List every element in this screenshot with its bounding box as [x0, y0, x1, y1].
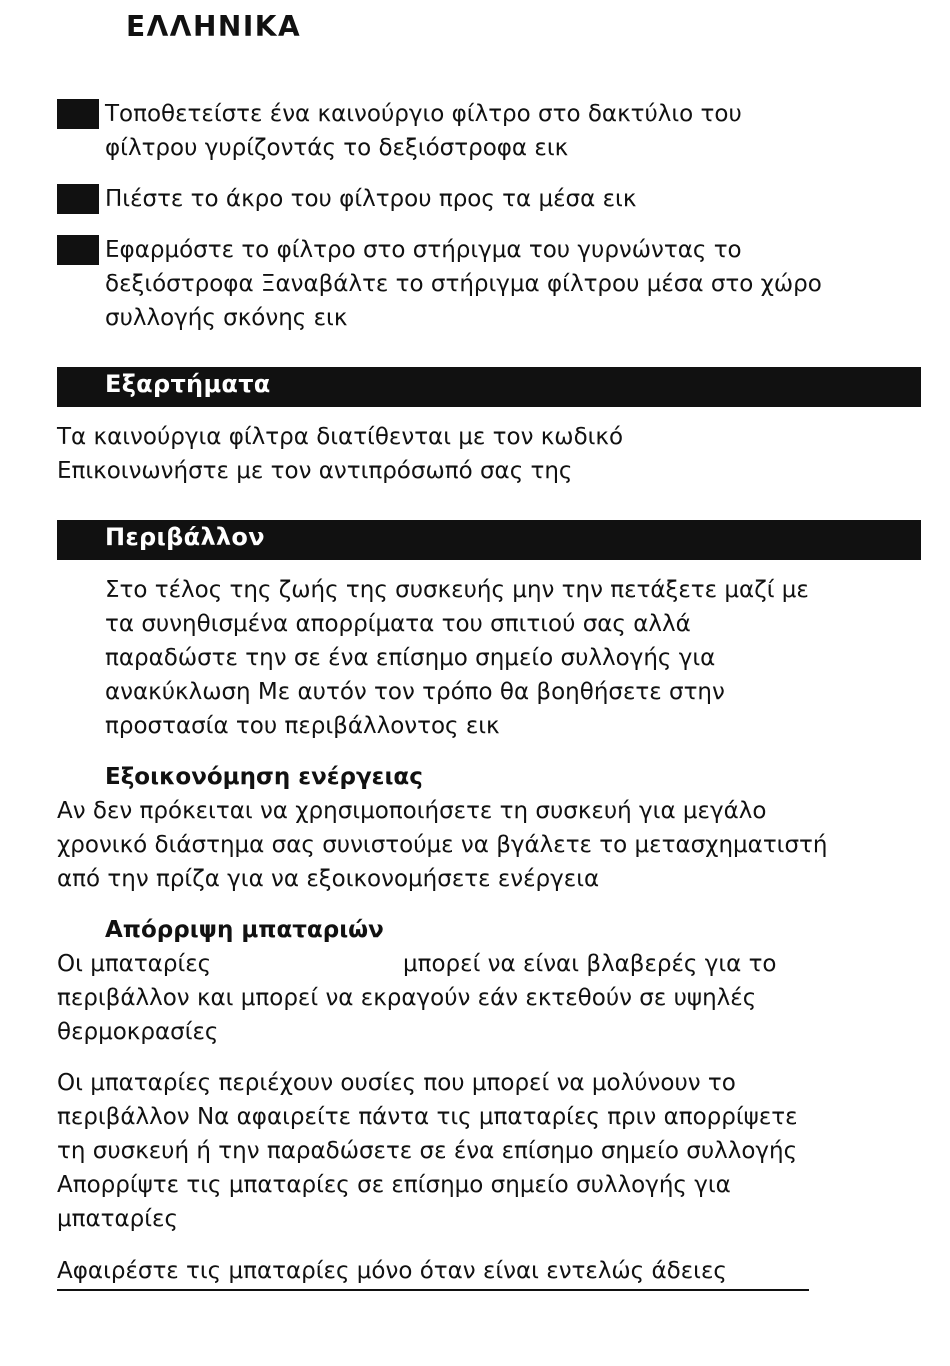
language-heading: ΕΛΛΗΝΙΚΑ: [126, 10, 302, 43]
step-number-box: [57, 99, 99, 129]
battery-pollution-text: Οι μπαταρίες περιέχουν ουσίες που μπορεί να μολύνουν το περιβάλλον Να αφαιρείτε πάντα τις μπαταρίες πριν απορρίψετε τη συσκευή ή την παραδώσετε σε ένα επίσημο σημείο συλλογής Απορρίψτε τις μπαταρίες σε επίσημο σημείο συλλογής για μπαταρίες: [57, 1070, 798, 1232]
step-item: [57, 97, 927, 165]
step-text: Εφαρμόστε το φίλτρο στο στήριγμα του γυρνώντας το δεξιόστροφα Ξαναβάλτε το στήριγμα φίλτρου μέσα στο χώρο συλλογής σκόνης εικ: [105, 237, 822, 331]
step-item: [57, 233, 927, 335]
energy-saving-heading: Εξοικονόμηση ενέργειας: [105, 764, 423, 790]
section-title: Περιβάλλον: [105, 523, 265, 551]
step-item: [57, 182, 927, 216]
battery-warning: Αφαιρέστε τις μπαταρίες μόνο όταν είναι εντελώς άδειες: [57, 1253, 809, 1291]
battery-text-start: Οι μπαταρίες: [57, 951, 212, 977]
step-text: Τοποθετείστε ένα καινούργιο φίλτρο στο δακτύλιο του φίλτρου γυρίζοντάς το δεξιόστροφα εικ: [105, 101, 742, 161]
accessories-text: Τα καινούργια φίλτρα διατίθενται με τον κωδικό Επικοινωνήστε με τον αντιπρόσωπό σας της: [57, 424, 624, 484]
energy-saving-text: Αν δεν πρόκειται να χρησιμοποιήσετε τη συσκευή για μεγάλο χρονικό διάστημα σας συνιστούμε να βγάλετε το μετασχηματιστή από την πρίζα για να εξοικονομήσετε ενέργεια: [57, 798, 828, 892]
section-header-environment: [57, 520, 921, 560]
step-text: Πιέστε το άκρο του φίλτρου προς τα μέσα εικ: [105, 186, 637, 212]
step-number-box: [57, 235, 99, 265]
battery-disposal-heading: Απόρριψη μπαταριών: [105, 917, 384, 943]
battery-text-rest: περιβάλλον και μπορεί να εκραγούν εάν εκτεθούν σε υψηλές θερμοκρασίες: [57, 985, 757, 1045]
section-header-accessories: [57, 367, 921, 407]
battery-text-continuation: μπορεί να είναι βλαβερές για το: [403, 951, 777, 977]
section-title: Εξαρτήματα: [105, 370, 271, 398]
step-number-box: [57, 184, 99, 214]
environment-intro: Στο τέλος της ζωής της συσκευής μην την πετάξετε μαζί με τα συνηθισμένα απορρίματα του σπιτιού σας αλλά παραδώστε την σε ένα επίσημο σημείο συλλογής για ανακύκλωση Με αυτόν τον τρόπο θα βοηθήσετε στην προστασία του περιβάλλοντος εικ: [105, 577, 809, 739]
